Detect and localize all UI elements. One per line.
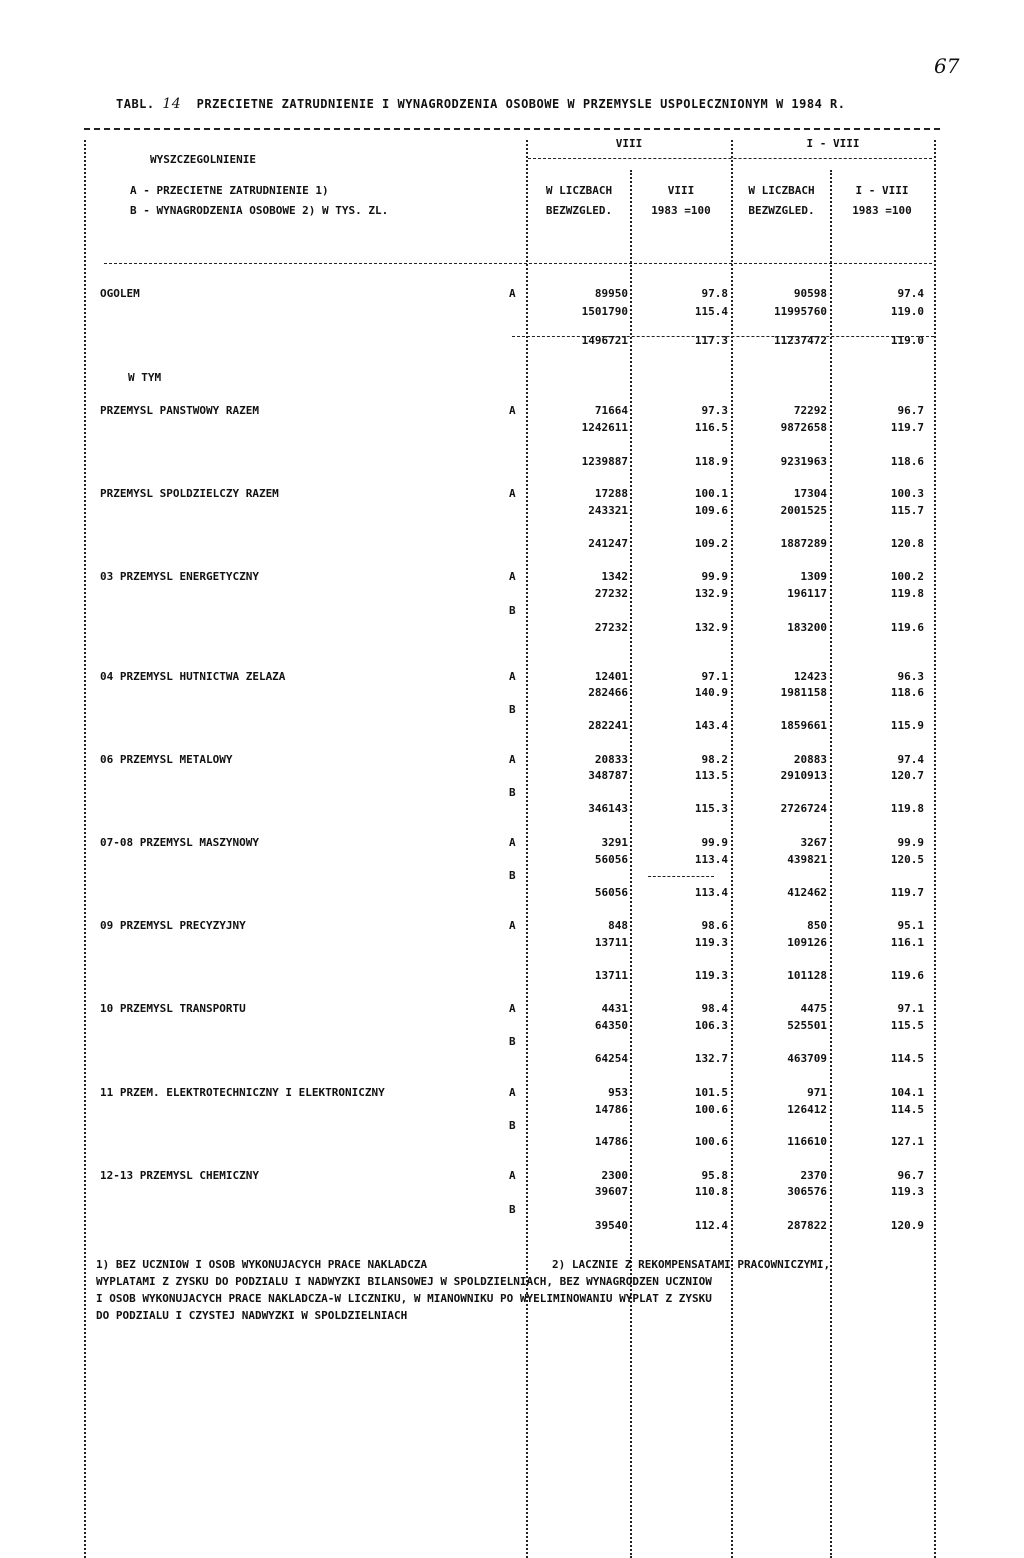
table-cell: 282241 (588, 719, 628, 732)
table-cell: 115.3 (694, 802, 728, 815)
table-cell: 109126 (787, 936, 827, 949)
table-number: 14 (162, 96, 182, 112)
table-cell: 306576 (787, 1185, 827, 1198)
table-cell: 116610 (787, 1135, 827, 1148)
col-header-idx-1a: VIII (667, 184, 695, 197)
row-marker-a: A (509, 487, 516, 500)
table-cell: 39607 (594, 1185, 628, 1198)
table-cell: 1309 (800, 570, 827, 583)
table-cell: 4431 (601, 1002, 628, 1015)
table-cell: 106.3 (694, 1019, 728, 1032)
table-cell: 20883 (793, 753, 827, 766)
row-marker-a: A (509, 1002, 516, 1015)
row-marker-a: A (509, 1169, 516, 1182)
table-cell: 2300 (601, 1169, 628, 1182)
table-cell: 56056 (594, 853, 628, 866)
row-label-06-metalowy: 06 PRZEMYSL METALOWY (100, 753, 233, 766)
table-cell: 4475 (800, 1002, 827, 1015)
table-cell: 117.3 (694, 334, 728, 347)
table-title-prefix: TABL. (116, 97, 155, 111)
footnote-line-4: DO PODZIALU I CZYSTEJ NADWYZKI W SPOLDZIELNIACH (96, 1309, 408, 1322)
table-cell: 112.4 (694, 1219, 728, 1232)
table-cell: 971 (807, 1086, 827, 1099)
table-cell: 127.1 (890, 1135, 924, 1148)
table-cell: 72292 (793, 404, 827, 417)
table-cell: 126412 (787, 1103, 827, 1116)
table-cell: 115.7 (890, 504, 924, 517)
table-cell: 9231963 (780, 455, 827, 468)
col-header-abs-2b: BEZWZGLED. (748, 204, 815, 217)
table-cell: 100.3 (890, 487, 924, 500)
table-cell: 115.9 (890, 719, 924, 732)
footnote-line-2: WYPLATAMI Z ZYSKU DO PODZIALU I NADWYZKI BILANSOWEJ W SPOLDZIELNIACH, BEZ WYNAGRODZEN UCZNIOW (96, 1275, 712, 1288)
table-cell: 348787 (588, 769, 628, 782)
col-header-idx-2a: I - VIII (855, 184, 909, 197)
table-cell: 1239887 (581, 455, 628, 468)
table-cell: 64254 (594, 1052, 628, 1065)
row-marker-a: A (509, 670, 516, 683)
table-cell: 98.4 (701, 1002, 728, 1015)
table-cell: 1501790 (581, 305, 628, 318)
table-cell: 104.1 (890, 1086, 924, 1099)
table-cell: 119.3 (694, 969, 728, 982)
footnote-2: 2) LACZNIE Z REKOMPENSATAMI PRACOWNICZYMI, (552, 1258, 831, 1271)
table-cell: 196117 (787, 587, 827, 600)
table-cell: 109.6 (694, 504, 728, 517)
table-cell: 97.8 (701, 287, 728, 300)
table-cell: 241247 (588, 537, 628, 550)
table-cell: 183200 (787, 621, 827, 634)
table-cell: 100.6 (694, 1135, 728, 1148)
table-cell: 113.5 (694, 769, 728, 782)
table-cell: 119.7 (890, 886, 924, 899)
frame-left (84, 140, 86, 1558)
row-marker-a: A (509, 919, 516, 932)
col-divider-3 (731, 140, 733, 1558)
group-header-viii: VIII (615, 137, 643, 150)
table-cell: 119.8 (890, 587, 924, 600)
table-cell: 14786 (594, 1135, 628, 1148)
row-marker-a: A (509, 570, 516, 583)
row-label-spoldzielczy: PRZEMYSL SPOLDZIELCZY RAZEM (100, 487, 279, 500)
row-label-07-08-maszynowy: 07-08 PRZEMYSL MASZYNOWY (100, 836, 259, 849)
table-cell: 282466 (588, 686, 628, 699)
table-cell: 98.2 (701, 753, 728, 766)
table-cell: 116.1 (890, 936, 924, 949)
table-cell: 115.4 (694, 305, 728, 318)
table-cell: 96.7 (897, 1169, 924, 1182)
table-cell: 101.5 (694, 1086, 728, 1099)
table-cell: 64350 (594, 1019, 628, 1032)
stub-title: WYSZCZEGOLNIENIE (150, 153, 256, 166)
col-header-idx-2b: 1983 =100 (852, 204, 912, 217)
row-label-03-energetyczny: 03 PRZEMYSL ENERGETYCZNY (100, 570, 259, 583)
table-cell: 113.4 (694, 886, 728, 899)
table-cell: 114.5 (890, 1052, 924, 1065)
table-cell: 143.4 (694, 719, 728, 732)
table-cell: 848 (608, 919, 628, 932)
table-cell: 132.9 (694, 621, 728, 634)
table-cell: 119.3 (890, 1185, 924, 1198)
table-cell: 98.6 (701, 919, 728, 932)
table-cell: 119.6 (890, 969, 924, 982)
table-cell: 100.1 (694, 487, 728, 500)
table-cell: 2001525 (780, 504, 827, 517)
row-label-04-hutnictwa: 04 PRZEMYSL HUTNICTWA ZELAZA (100, 670, 286, 683)
table-cell: 132.9 (694, 587, 728, 600)
row-marker-a: A (509, 287, 516, 300)
row-marker-a: A (509, 753, 516, 766)
row-marker-b: B (509, 869, 516, 882)
table-cell: 99.9 (701, 570, 728, 583)
table-cell: 27232 (594, 621, 628, 634)
row-label-11-elektrotechniczny: 11 PRZEM. ELEKTROTECHNICZNY I ELEKTRONICZNY (100, 1086, 385, 1099)
table-cell: 97.1 (701, 670, 728, 683)
table-cell: 115.5 (890, 1019, 924, 1032)
table-cell: 13711 (594, 969, 628, 982)
table-cell: 439821 (787, 853, 827, 866)
col-header-idx-1b: 1983 =100 (651, 204, 711, 217)
table-cell: 96.3 (897, 670, 924, 683)
row-marker-a: A (509, 1086, 516, 1099)
table-cell: 11995760 (774, 305, 827, 318)
table-cell: 1859661 (780, 719, 827, 732)
table-cell: 99.9 (897, 836, 924, 849)
col-header-abs-2a: W LICZBACH (748, 184, 815, 197)
row-label-12-13-chemiczny: 12-13 PRZEMYSL CHEMICZNY (100, 1169, 259, 1182)
header-bottom-rule (104, 263, 932, 264)
table-cell: 118.6 (890, 455, 924, 468)
table-cell: 100.2 (890, 570, 924, 583)
table-cell: 120.8 (890, 537, 924, 550)
table-cell: 287822 (787, 1219, 827, 1232)
footnote-line-3: I OSOB WYKONUJACYCH PRACE NAKLADCZA-W LICZNIKU, W MIANOWNIKU PO WYELIMINOWANIU WYPLAT Z ZYSKU (96, 1292, 712, 1305)
table-cell: 3291 (601, 836, 628, 849)
table-cell: 119.0 (890, 305, 924, 318)
stub-line-a: A - PRZECIETNE ZATRUDNIENIE 1) (130, 184, 329, 197)
table-cell: 1887289 (780, 537, 827, 550)
row-label-w-tym: W TYM (128, 371, 162, 384)
table-cell: 1242611 (581, 421, 628, 434)
row-label-09-precyzyjny: 09 PRZEMYSL PRECYZYJNY (100, 919, 246, 932)
table-cell: 71664 (594, 404, 628, 417)
table-cell: 110.8 (694, 1185, 728, 1198)
table-cell: 1342 (601, 570, 628, 583)
table-cell: 14786 (594, 1103, 628, 1116)
table-cell: 11237472 (774, 334, 827, 347)
table-cell: 243321 (588, 504, 628, 517)
table-cell: 113.4 (694, 853, 728, 866)
table-cell: 132.7 (694, 1052, 728, 1065)
table-cell: 2726724 (780, 802, 827, 815)
table-cell: 1496721 (581, 334, 628, 347)
table-cell: 20833 (594, 753, 628, 766)
table-cell: 95.8 (701, 1169, 728, 1182)
table-cell: 17304 (793, 487, 827, 500)
table-cell: 118.9 (694, 455, 728, 468)
page-number: 67 (934, 54, 960, 78)
table-title (116, 96, 846, 112)
col-header-abs-1b: BEZWZGLED. (545, 204, 613, 217)
table-cell: 109.2 (694, 537, 728, 550)
row-marker-a: A (509, 836, 516, 849)
table-cell: 99.9 (701, 836, 728, 849)
table-cell: 97.4 (897, 753, 924, 766)
table-cell: 96.7 (897, 404, 924, 417)
table-cell: 2910913 (780, 769, 827, 782)
table-cell: 412462 (787, 886, 827, 899)
table-cell: 13711 (594, 936, 628, 949)
table-cell: 850 (807, 919, 827, 932)
table-cell: 89950 (594, 287, 628, 300)
table-cell: 100.6 (694, 1103, 728, 1116)
table-cell: 27232 (594, 587, 628, 600)
table-cell: 1981158 (780, 686, 827, 699)
col-header-abs-1a: W LICZBACH (545, 184, 613, 197)
header-group-rule (528, 158, 932, 159)
table-cell: 95.1 (897, 919, 924, 932)
table-cell: 119.3 (694, 936, 728, 949)
col-divider-1 (526, 140, 528, 1558)
row-marker-b: B (509, 604, 516, 617)
table-cell: 114.5 (890, 1103, 924, 1116)
row-label-10-transportu: 10 PRZEMYSL TRANSPORTU (100, 1002, 246, 1015)
table-cell: 119.0 (890, 334, 924, 347)
table-cell: 118.6 (890, 686, 924, 699)
table-cell: 97.1 (897, 1002, 924, 1015)
table-cell: 119.8 (890, 802, 924, 815)
table-cell: 119.7 (890, 421, 924, 434)
table-cell: 2370 (800, 1169, 827, 1182)
table-cell: 3267 (800, 836, 827, 849)
table-cell: 116.5 (694, 421, 728, 434)
row-marker-a: A (509, 404, 516, 417)
row-marker-b: B (509, 1119, 516, 1132)
table-cell: 12401 (594, 670, 628, 683)
table-cell: 953 (608, 1086, 628, 1099)
table-cell: 90598 (793, 287, 827, 300)
row-marker-b: B (509, 1035, 516, 1048)
table-cell: 56056 (594, 886, 628, 899)
table-cell: 120.7 (890, 769, 924, 782)
row-marker-b: B (509, 1203, 516, 1216)
table-cell: 39540 (594, 1219, 628, 1232)
table-title-text: PRZECIETNE ZATRUDNIENIE I WYNAGRODZENIA OSOBOWE W PRZEMYSLE USPOLECZNIONYM W 1984 R. (196, 97, 846, 111)
table-cell: 12423 (793, 670, 827, 683)
table-cell: 97.3 (701, 404, 728, 417)
table-cell: 101128 (787, 969, 827, 982)
table-cell: 120.5 (890, 853, 924, 866)
table-cell: 140.9 (694, 686, 728, 699)
row-label-panstwowy: PRZEMYSL PANSTWOWY RAZEM (100, 404, 259, 417)
table-cell: 97.4 (897, 287, 924, 300)
row-marker-b: B (509, 703, 516, 716)
table-cell: 17288 (594, 487, 628, 500)
row-marker-b: B (509, 786, 516, 799)
table-cell: 120.9 (890, 1219, 924, 1232)
table-cell: 9872658 (780, 421, 827, 434)
group-header-i-viii: I - VIII (806, 137, 860, 150)
stub-line-b: B - WYNAGRODZENIA OSOBOWE 2) W TYS. ZL. (130, 204, 389, 217)
table-cell: 463709 (787, 1052, 827, 1065)
table-cell: 119.6 (890, 621, 924, 634)
top-rule (84, 128, 940, 130)
cell-dash-rule (648, 876, 714, 877)
table-cell: 346143 (588, 802, 628, 815)
frame-right (934, 140, 936, 1558)
table-cell: 525501 (787, 1019, 827, 1032)
footnote-1: 1) BEZ UCZNIOW I OSOB WYKONUJACYCH PRACE NAKLADCZA (96, 1258, 428, 1271)
row-label-ogolem: OGOLEM (100, 287, 140, 300)
